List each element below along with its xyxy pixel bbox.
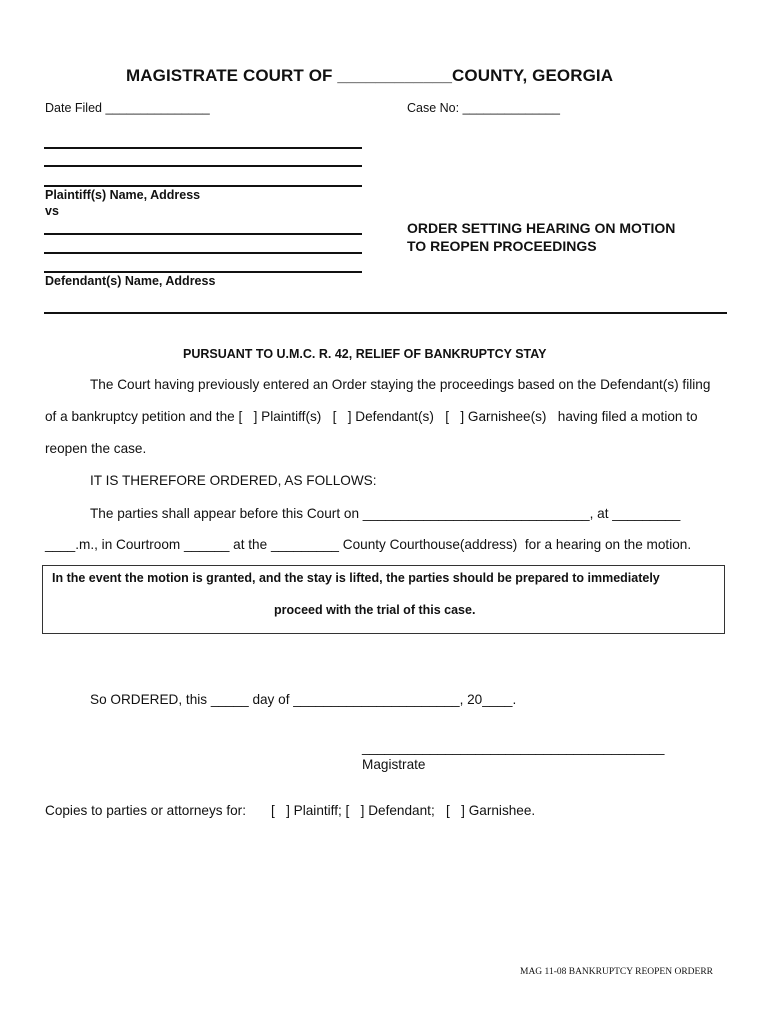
copies-options[interactable]: [ ] Plaintiff; [ ] Defendant; [ ] Garnishee.: [271, 803, 536, 818]
paragraph-1-line-3: reopen the case.: [45, 441, 147, 456]
order-title-line-2: TO REOPEN PROCEEDINGS: [407, 238, 597, 254]
notice-line-1: In the event the motion is granted, and the stay is lifted, the parties should be prepared to immediately: [52, 571, 660, 585]
defendant-line-3[interactable]: [44, 271, 362, 273]
ordered-heading: IT IS THEREFORE ORDERED, AS FOLLOWS:: [90, 473, 377, 488]
form-footer: MAG 11-08 BANKRUPTCY REOPEN ORDERR: [520, 967, 714, 977]
magistrate-label: Magistrate: [362, 757, 426, 772]
section-heading: PURSUANT TO U.M.C. R. 42, RELIEF OF BANKRUPTCY STAY: [183, 347, 547, 361]
vs-label: vs: [45, 204, 59, 218]
defendant-line-1[interactable]: [44, 233, 362, 235]
date-filed-field[interactable]: Date Filed _______________: [45, 101, 210, 115]
defendant-label: Defendant(s) Name, Address: [45, 274, 216, 288]
paragraph-2-line-1: The parties shall appear before this Court on ______________________________, at _________: [90, 506, 681, 521]
so-ordered-line: So ORDERED, this _____ day of ______________________, 20____.: [90, 692, 517, 707]
paragraph-1-line-1: The Court having previously entered an Order staying the proceedings based on the Defendant(s) filing: [90, 377, 711, 392]
court-title: MAGISTRATE COURT OF ____________COUNTY, GEORGIA: [126, 66, 614, 85]
notice-line-2: proceed with the trial of this case.: [274, 603, 476, 617]
order-title-line-1: ORDER SETTING HEARING ON MOTION: [407, 220, 676, 236]
plaintiff-line-3[interactable]: [44, 185, 362, 187]
plaintiff-label: Plaintiff(s) Name, Address: [45, 188, 201, 202]
header-separator: [44, 312, 727, 314]
defendant-line-2[interactable]: [44, 252, 362, 254]
plaintiff-line-2[interactable]: [44, 165, 362, 167]
case-number-field[interactable]: Case No: ______________: [407, 101, 560, 115]
signature-line[interactable]: ________________________________________: [362, 740, 665, 755]
paragraph-1-line-2: of a bankruptcy petition and the [ ] Plaintiff(s) [ ] Defendant(s) [ ] Garnishee(s) having filed a motion to: [45, 409, 698, 424]
copies-label: Copies to parties or attorneys for:: [45, 803, 246, 818]
plaintiff-line-1[interactable]: [44, 147, 362, 149]
paragraph-2-line-2: ____.m., in Courtroom ______ at the _________ County Courthouse(address) for a hearing on the motion.: [45, 537, 692, 552]
